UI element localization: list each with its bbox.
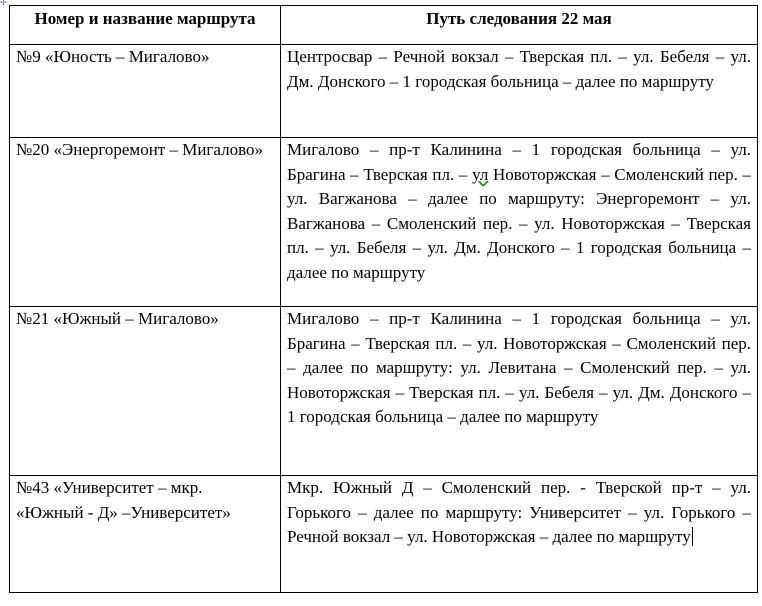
route-name-cell[interactable]: №9 «Юность – Мигалово» bbox=[10, 45, 281, 138]
route-name-cell[interactable]: №20 «Энергоремонт – Мигалово» bbox=[10, 138, 281, 307]
route-path-cell[interactable] bbox=[281, 476, 758, 593]
route-path-cell[interactable]: Мигалово – пр-т Калинина – 1 городская больница – ул. Брагина – Тверская пл. – ул. Новоторжская – Смоленский пер. – далее по маршруту: ул. Левитана – Смоленский пер. – ул. Новоторжская – Тверская пл. – ул. Бебеля – ул. Дм. Донского – 1 городская больница – далее по маршруту bbox=[281, 307, 758, 476]
table-row bbox=[10, 45, 758, 138]
route-path-text: Мигалово – пр-т Калинина – 1 городская больница – ул. Брагина – Тверская пл. – bbox=[287, 140, 751, 184]
route-name-cell[interactable]: №21 «Южный – Мигалово» bbox=[10, 307, 281, 476]
spellcheck-marked-word: ул bbox=[472, 164, 489, 184]
table-anchor-icon[interactable]: ✢ bbox=[0, 0, 7, 7]
table-row bbox=[10, 476, 758, 593]
route-name-cell[interactable]: №43 «Университет – мкр. «Южный - Д» –Университет» bbox=[10, 476, 281, 593]
header-route: Номер и название маршрута bbox=[10, 6, 281, 45]
routes-table bbox=[9, 5, 758, 593]
route-path-cell[interactable] bbox=[281, 138, 758, 307]
table-header-row bbox=[10, 6, 758, 45]
route-path-cell[interactable]: Центросвар – Речной вокзал – Тверская пл. – ул. Бебеля – ул. Дм. Донского – 1 городская больница – далее по маршруту bbox=[281, 45, 758, 138]
table-row bbox=[10, 138, 758, 307]
text-cursor bbox=[692, 527, 693, 546]
route-path-text: Мкр. Южный Д – Смоленский пер. - Тверской пр-т – ул. Горького – далее по маршруту: Университет – ул. Горького – Речной вокзал – ул. Новоторжская – далее по маршруту bbox=[287, 478, 751, 546]
table-row bbox=[10, 307, 758, 476]
route-path-text: Новоторжская – Смоленский пер. – ул. Вагжанова – далее по маршруту: Энергоремонт – ул. Вагжанова – Смоленский пер. – ул. Новоторжская – Тверская пл. – ул. Бебеля – ул. Дм. Донского – 1 городская больница – далее по маршруту bbox=[287, 164, 751, 282]
header-path: Путь следования 22 мая bbox=[281, 6, 758, 45]
